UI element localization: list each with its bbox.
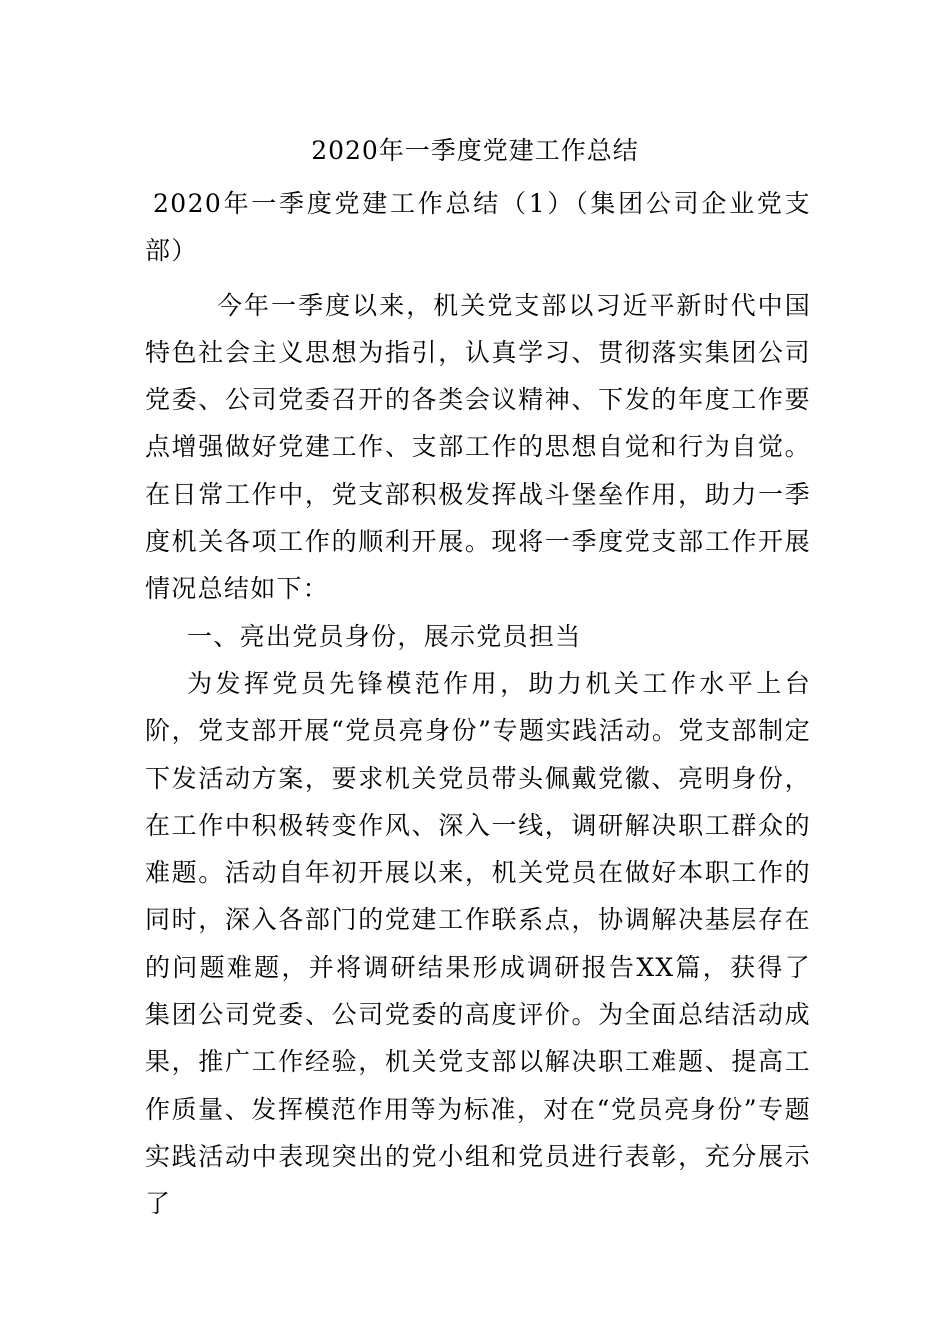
document-title: 2020年一季度党建工作总结 (311, 136, 639, 165)
intro-paragraph: 今年一季度以来，机关党支部以习近平新时代中国特色社会主义思想为指引，认真学习、贯彻落实集团公司党委、公司党委召开的各类会议精神、下发的年度工作要点增强做好党建工作、支部工作的思想自觉和行为自觉。在日常工作中，党支部积极发挥战斗堡垒作用，助力一季度机关各项工作的顺利开展。现将一季度党支部工作开展情况总结如下： (145, 290, 811, 604)
section-paragraph: 为发挥党员先锋模范作用，助力机关工作水平上台阶，党支部开展“党员亮身份”专题实践活动。党支部制定下发活动方案，要求机关党员带头佩戴党徽、亮明身份，在工作中积极转变作风、深入一线，调研解决职工群众的难题。活动自年初开展以来，机关党员在做好本职工作的同时，深入各部门的党建工作联系点，协调解决基层存在的问题难题，并将调研结果形成调研报告XX篇，获得了集团公司党委、公司党委的高度评价。为全面总结活动成果，推广工作经验，机关党支部以解决职工难题、提高工作质量、发挥模范作用等为标准，对在“党员亮身份”专题实践活动中表现突出的党小组和党员进行表彰，充分展示了 (145, 668, 811, 1219)
section-heading: 一、亮出党员身份，展示党员担当 (187, 621, 582, 651)
document-body (145, 180, 811, 1228)
document-subtitle: 2020年一季度党建工作总结（1）（集团公司企业党支部） (145, 189, 811, 266)
